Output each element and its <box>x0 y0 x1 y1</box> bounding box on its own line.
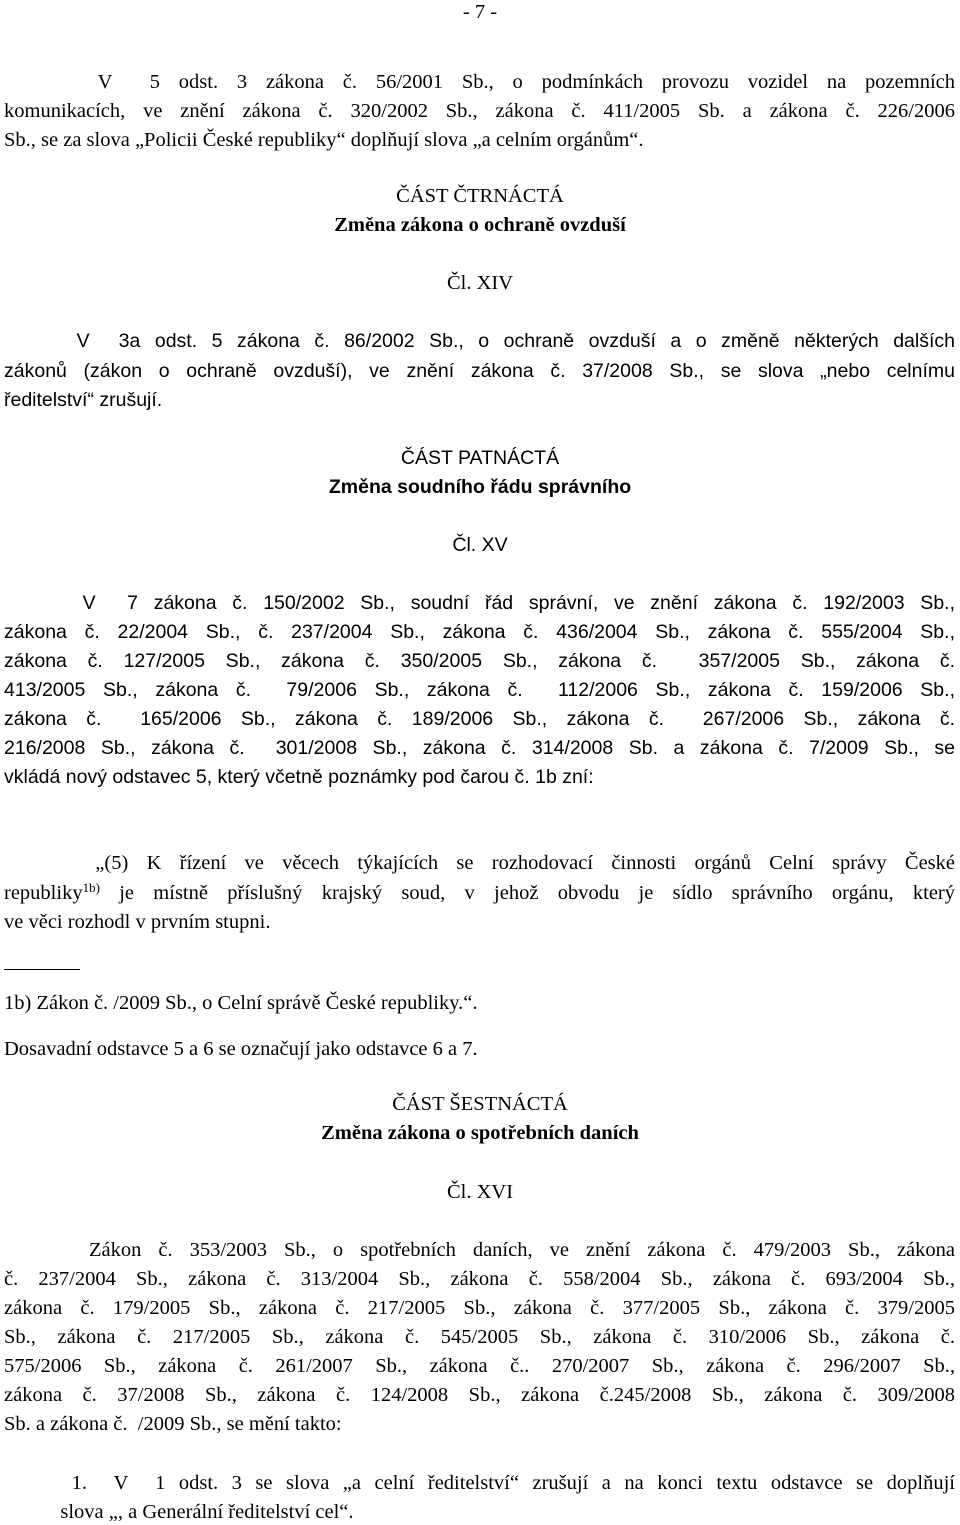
paragraph-line: komunikacích, ve znění zákona č. 320/2002 Sb., zákona č. 411/2005 Sb. a zákona č. 226/2006 <box>4 100 955 122</box>
paragraph-line: V 7 zákona č. 150/2002 Sb., soudní řád správní, ve znění zákona č. 192/2003 Sb., <box>4 592 955 614</box>
part-title: Změna soudního řádu správního <box>328 476 632 498</box>
paragraph-line: V 3a odst. 5 zákona č. 86/2002 Sb., o ochraně ovzduší a o změně některých dalších <box>4 330 955 352</box>
part-heading: ČÁST PATNÁCTÁ <box>400 447 560 469</box>
part-title: Změna zákona o ochraně ovzduší <box>334 214 626 236</box>
quote-line <box>4 881 955 905</box>
article-heading: Čl. XIV <box>446 272 514 294</box>
quote-text: je místně příslušný krajský soud, v jehož obvodu je sídlo správního orgánu, který <box>99 882 955 904</box>
footnote: 1b) Zákon č. /2009 Sb., o Celní správě České republiky.“. <box>4 992 478 1014</box>
paragraph-line: zákona č. 22/2004 Sb., č. 237/2004 Sb., zákona č. 436/2004 Sb., zákona č. 555/2004 Sb., <box>4 621 955 643</box>
paragraph-line: Sb., zákona č. 217/2005 Sb., zákona č. 545/2005 Sb., zákona č. 310/2006 Sb., zákona č. <box>4 1326 955 1348</box>
list-item-line: slova „, a Generální ředitelství cel“. <box>4 1501 354 1523</box>
footnote-ref: 1b) <box>82 880 100 895</box>
paragraph-line: 413/2005 Sb., zákona č. 79/2006 Sb., zákona č. 112/2006 Sb., zákona č. 159/2006 Sb., <box>4 679 955 701</box>
quote-line: „(5) K řízení ve věcech týkajících se rozhodovací činnosti orgánů Celní správy České <box>4 852 955 874</box>
footnote-separator <box>4 969 80 970</box>
paragraph-line: zákona č. 165/2006 Sb., zákona č. 189/2006 Sb., zákona č. 267/2006 Sb., zákona č. <box>4 708 955 730</box>
part-title: Změna zákona o spotřebních daních <box>321 1122 639 1144</box>
paragraph-line: zákona č. 37/2008 Sb., zákona č. 124/2008 Sb., zákona č.245/2008 Sb., zákona č. 309/2008 <box>4 1384 955 1406</box>
paragraph-line: ředitelství“ zrušují. <box>4 389 163 411</box>
paragraph-line: 575/2006 Sb., zákona č. 261/2007 Sb., zákona č.. 270/2007 Sb., zákona č. 296/2007 Sb., <box>4 1355 955 1377</box>
paragraph-line: zákona č. 127/2005 Sb., zákona č. 350/2005 Sb., zákona č. 357/2005 Sb., zákona č. <box>4 650 955 672</box>
paragraph-line: Sb. a zákona č. /2009 Sb., se mění takto: <box>4 1413 342 1435</box>
part-heading: ČÁST ČTRNÁCTÁ <box>396 185 564 207</box>
paragraph-line: vkládá nový odstavec 5, který včetně poznámky pod čarou č. 1b zní: <box>4 766 594 788</box>
quote-line: ve věci rozhodl v prvním stupni. <box>4 911 271 933</box>
article-heading: Čl. XVI <box>446 1181 514 1203</box>
paragraph-line: Sb., se za slova „Policii České republiky“ doplňují slova „a celním orgánům“. <box>4 129 644 151</box>
paragraph-line: zákonů (zákon o ochraně ovzduší), ve znění zákona č. 37/2008 Sb., se slova „nebo celnímu <box>4 360 955 382</box>
closing-sentence: Dosavadní odstavce 5 a 6 se označují jako odstavce 6 a 7. <box>4 1038 478 1060</box>
paragraph-line: 216/2008 Sb., zákona č. 301/2008 Sb., zákona č. 314/2008 Sb. a zákona č. 7/2009 Sb., se <box>4 737 955 759</box>
quote-text: republiky <box>4 882 83 904</box>
paragraph-line: zákona č. 179/2005 Sb., zákona č. 217/2005 Sb., zákona č. 377/2005 Sb., zákona č. 379/2005 <box>4 1297 955 1319</box>
page-number: - 7 - <box>462 1 498 23</box>
article-heading: Čl. XV <box>452 534 508 556</box>
list-item-line: 1. V 1 odst. 3 se slova „a celní ředitelství“ zrušují a na konci textu odstavce se doplňují <box>4 1472 955 1494</box>
paragraph-line: č. 237/2004 Sb., zákona č. 313/2004 Sb., zákona č. 558/2004 Sb., zákona č. 693/2004 Sb., <box>4 1268 955 1290</box>
paragraph-line: V 5 odst. 3 zákona č. 56/2001 Sb., o podmínkách provozu vozidel na pozemních <box>4 71 955 93</box>
paragraph-line: Zákon č. 353/2003 Sb., o spotřebních daních, ve znění zákona č. 479/2003 Sb., zákona <box>4 1239 955 1261</box>
part-heading: ČÁST ŠESTNÁCTÁ <box>392 1093 568 1115</box>
